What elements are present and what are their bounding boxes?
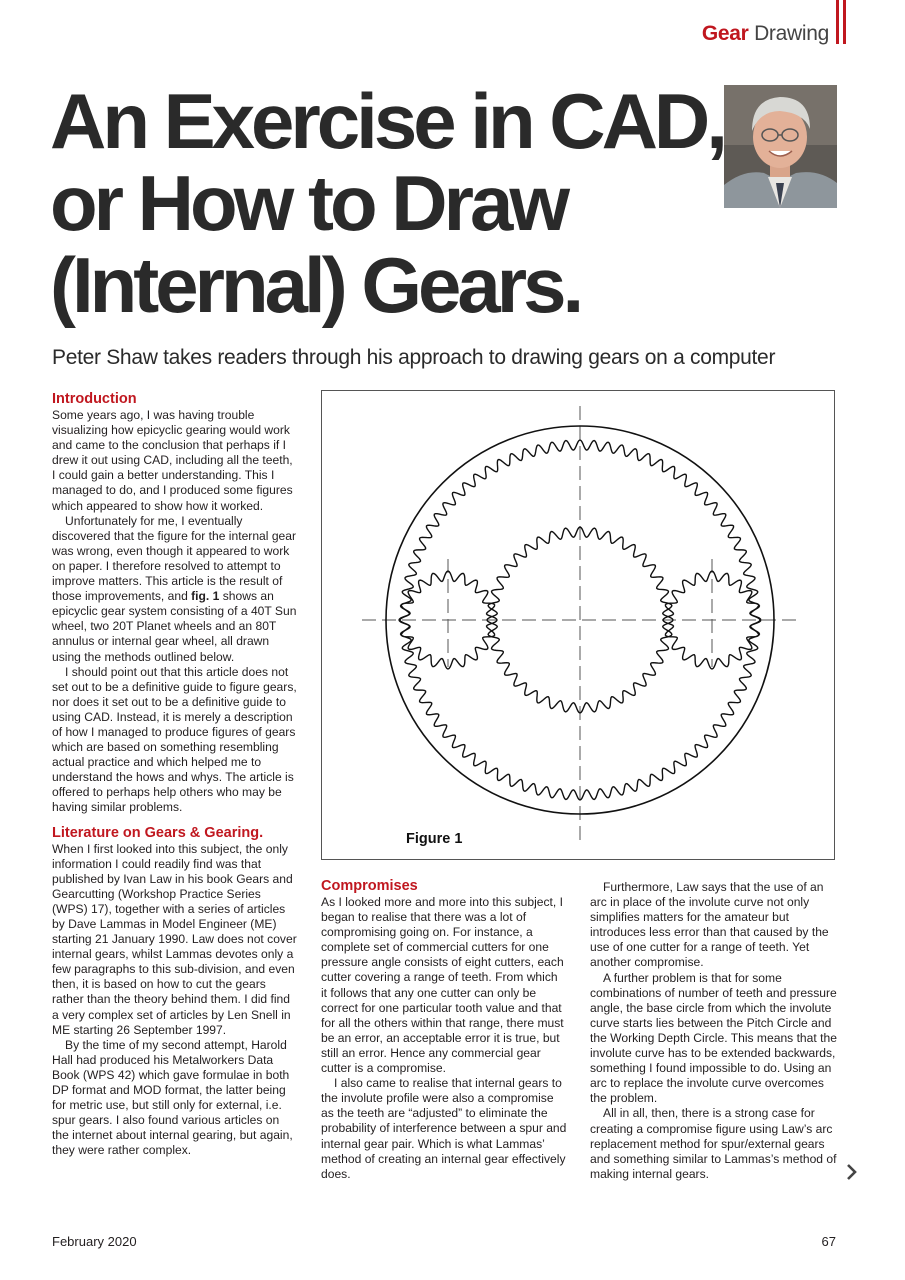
figure-caption: Figure 1 bbox=[406, 831, 463, 847]
paragraph: A further problem is that for some combinations of number of teeth and pressure angle, the base circle from which the involute curve starts lies between the Pitch Circle and the Working Depth Circle. This means that the involute curve has to be extended backwards, something I found impossible to do. Using an arc to replace the involute curve overcomes the problem. bbox=[590, 970, 837, 1106]
header-bars bbox=[836, 0, 848, 44]
paragraph: As I looked more and more into this subject, I began to realise that there was a lot of compromising going on. For instance, a complete set of commercial cutters for one pressure angle consists of eight cutters, each cutter covering a range of teeth. From which it follows that any one cutter can only be correct for one particular tooth value and that for all the others within that range, there must be an error, an acceptable error it is true, but still an error. Hence any commercial gear cutter is a compromise. bbox=[321, 895, 564, 1076]
header-bar bbox=[843, 0, 846, 44]
section-heading-introduction: Introduction bbox=[52, 391, 137, 407]
text-run: Unfortunately for me, I eventually discovered that the figure for the internal gear was wrong, even though it appeared to work on paper. I therefore resolved to attempt to improve matters. This article is the result of those improvements, and bbox=[52, 513, 297, 604]
section-tag-strong: Gear bbox=[701, 22, 749, 45]
title-line: An Exercise in CAD, bbox=[50, 77, 724, 165]
title-line: (Internal) Gears. bbox=[50, 241, 581, 329]
section-tag-light: Drawing bbox=[754, 22, 829, 45]
paragraph bbox=[52, 514, 299, 665]
figure-1 bbox=[321, 390, 835, 860]
header-bar bbox=[836, 0, 839, 44]
text-run: shows an epicyclic gear system consisting of a 40T Sun wheel, two 20T Planet wheels and an 80T annulus or internal gear wheel, all drawn using the methods outlined below. bbox=[52, 589, 297, 664]
standfirst: Peter Shaw takes readers through his approach to drawing gears on a computer bbox=[52, 346, 776, 369]
paragraph: When I first looked into this subject, the only information I could readily find was that published by Ivan Law in his book Gears and Gearcutting (Workshop Practice Series (WPS) 17), together with a series of articles by Dave Lammas in Model Engineer (ME) starting 21 January 1990. Law does not cover internal gears, whilst Lammas devotes only a few paragraphs to this sub-division, and even then, it is based on how to cut the gears rather than the theory behind them. I did find a very complex set of articles by Len Snell in ME starting 26 September 1997. bbox=[52, 841, 297, 1037]
paragraph: By the time of my second attempt, Harold Hall had produced his Metalworkers Data Book (WPS 42) which gave formulae in both DP format and MOD format, the latter being for metric use, but still only for external, i.e. spur gears. I also found various articles on the internet about internal gearing, but again, they were rather complex. bbox=[52, 1037, 293, 1158]
author-portrait bbox=[724, 85, 837, 208]
paragraph: I also came to realise that internal gears to the involute profile were also a compromise as the teeth are “adjusted” to eliminate the probability of interference between a spur and internal gear pair. Which is what Lammas’ method of creating an internal gear effectively does. bbox=[321, 1076, 567, 1181]
column-3 bbox=[590, 880, 837, 1182]
paragraph: I should point out that this article does not set out to be a definitive guide to figure gears, nor does it set out to be a definitive guide to using CAD. Instead, it is merely a description of how I managed to produce figures of gears which are based on something resembling actual practice and which helped me to understand the hows and whys. The article is offered to perhaps help others who may be having similar problems. bbox=[52, 664, 297, 815]
figure-reference: fig. 1 bbox=[191, 589, 220, 604]
title-line: or How to Draw bbox=[50, 159, 567, 247]
paragraph: Some years ago, I was having trouble visualizing how epicyclic gearing would work and came to the conclusion that perhaps if I drew it out using CAD, including all the teeth, I could gain a better understanding. This I managed to do, and I produced some figures which appeared to show how it worked. bbox=[52, 408, 293, 513]
section-heading-compromises: Compromises bbox=[321, 878, 418, 894]
column-1 bbox=[52, 391, 299, 1159]
column-2 bbox=[321, 878, 567, 1182]
gear-diagram bbox=[322, 391, 836, 861]
paragraph: Furthermore, Law says that the use of an arc in place of the involute curve not only simplifies matters for the amateur but introduces less error than that caused by the use of one cutter for a range of teeth. Yet another compromise. bbox=[590, 880, 829, 970]
continue-arrow-icon bbox=[844, 1160, 860, 1184]
paragraph: All in all, then, there is a strong case for creating a compromise figure using Law’s arc replacement method for spur/external gears and something similar to Lammas’s method of making internal gears. bbox=[590, 1106, 837, 1181]
article-title bbox=[50, 77, 730, 329]
section-tag bbox=[702, 22, 829, 46]
page-number: 67 bbox=[821, 1234, 836, 1249]
section-heading-literature: Literature on Gears & Gearing. bbox=[52, 824, 264, 841]
issue-date: February 2020 bbox=[52, 1234, 137, 1249]
